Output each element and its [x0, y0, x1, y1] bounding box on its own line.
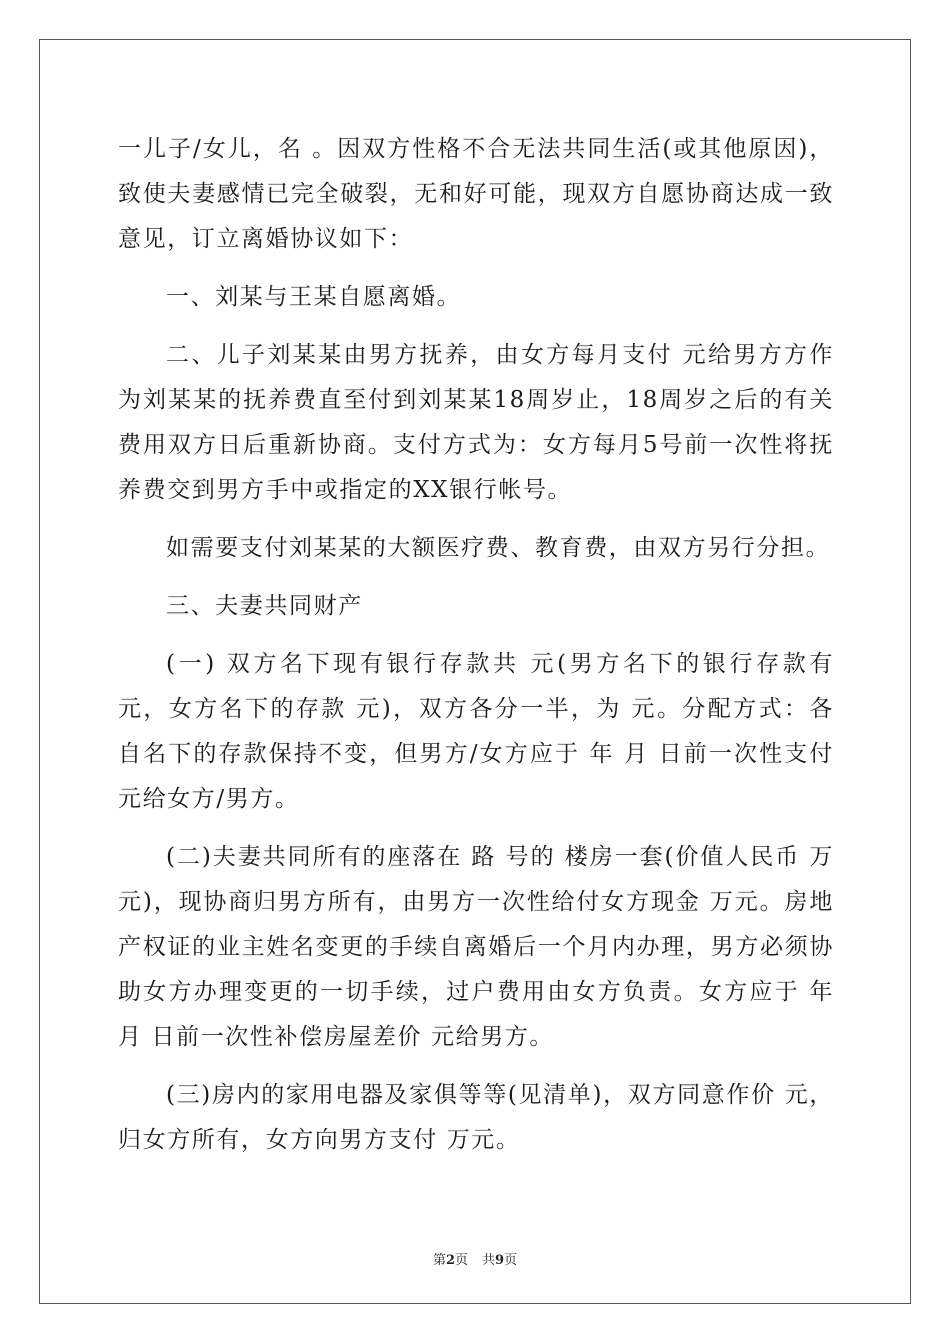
footer-page-suffix: 页	[454, 1253, 468, 1268]
footer-total-prefix: 共	[482, 1253, 496, 1268]
paragraph-clause-3-heading: 三、夫妻共同财产	[166, 593, 363, 619]
paragraph-property-1: (一) 双方名下现有银行存款共 元(男方名下的银行存款有 元，女方名下的存款 元)，双方各分一半，为 元。分配方式：各自名下的存款保持不变，但男方/女方应于 年 月 日前一次性支付 元给女方/男方。	[118, 651, 834, 812]
paragraph-clause-2: 二、儿子刘某某由男方抚养，由女方每月支付 元给男方方作为刘某某的抚养费直至付到刘某某18周岁止，18周岁之后的有关费用双方日后重新协商。支付方式为：女方每月5号前一次性将抚养费交到男方手中或指定的XX银行帐号。	[118, 342, 834, 503]
page-footer	[0, 1249, 950, 1268]
document-body	[118, 127, 834, 1163]
footer-page-number: 2	[445, 1253, 455, 1268]
paragraph-property-3: (三)房内的家用电器及家俱等等(见清单)，双方同意作价 元，归女方所有，女方向男方支付 万元。	[118, 1082, 834, 1153]
paragraph-property-2: (二)夫妻共同所有的座落在 路 号的 楼房一套(价值人民币 万元)，现协商归男方所有，由男方一次性给付女方现金 万元。房地产权证的业主姓名变更的手续自离婚后一个月内办理，男方必须协助女方办理变更的一切手续，过户费用由女方负责。女方应于 年 月 日前一次性补偿房屋差价 元给男方。	[118, 844, 834, 1050]
paragraph-medical-costs: 如需要支付刘某某的大额医疗费、教育费，由双方另行分担。	[166, 535, 831, 561]
footer-page-prefix: 第	[432, 1253, 446, 1268]
footer-total-suffix: 页	[504, 1253, 518, 1268]
paragraph-intro: 一儿子/女儿，名 。因双方性格不合无法共同生活(或其他原因)，致使夫妻感情已完全破裂，无和好可能，现双方自愿协商达成一致意见，订立离婚协议如下：	[118, 136, 834, 252]
paragraph-clause-1: 一、刘某与王某自愿离婚。	[166, 284, 462, 310]
footer-total-pages: 9	[495, 1253, 505, 1268]
